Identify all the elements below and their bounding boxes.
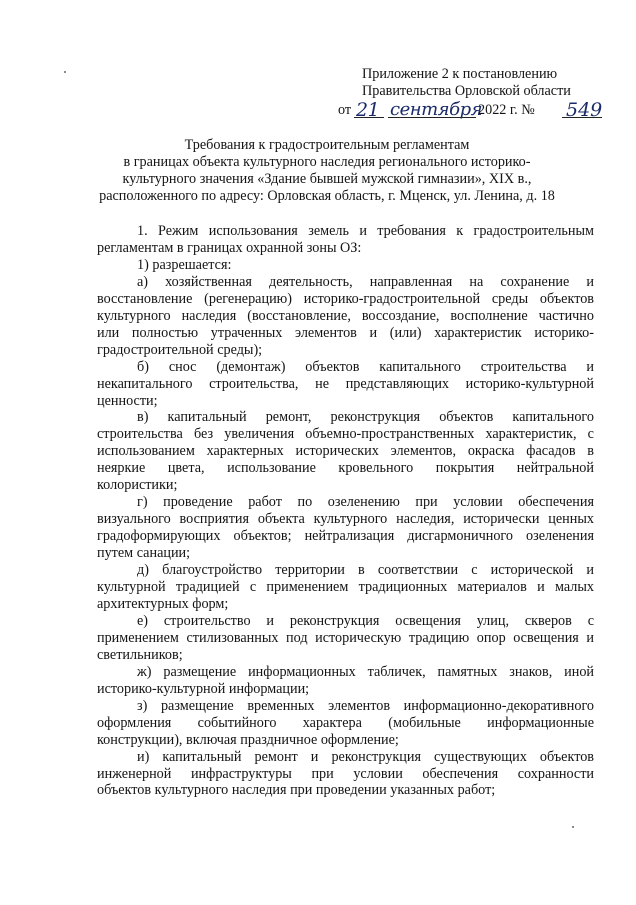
body-text-line: путем санации; <box>97 545 191 562</box>
body-text-line: в) капитальный ремонт, реконструкция объектов капитального <box>137 409 594 426</box>
title-line: расположенного по адресу: Орловская область, г. Мценск, ул. Ленина, д. 18 <box>99 187 555 204</box>
body-text-line: использованием характерных исторических элементов, окраска фасадов в <box>97 443 594 460</box>
handwritten-number: 549 <box>566 98 603 121</box>
body-text-line: неяркие цвета, использование кровельного покрытия нейтральной <box>97 460 594 477</box>
handwritten-day: 21 <box>356 98 380 121</box>
body-text-line: ценности; <box>97 392 158 409</box>
body-text-line: применением стилизованных под историческую традицию опор освещения и <box>97 629 594 646</box>
body-text-line: д) благоустройство территории в соответствии с исторической и <box>137 562 594 579</box>
body-text-line: светильников; <box>97 646 183 663</box>
scan-speck <box>64 71 66 73</box>
resolution-date-line <box>334 99 604 119</box>
title-line: культурного значения «Здание бывшей мужской гимназии», XIX в., <box>122 170 532 187</box>
body-text-line: архитектурных форм; <box>97 595 229 612</box>
body-text-line: а) хозяйственная деятельность, направленная на сохранение и <box>137 273 594 290</box>
body-text-line: культурного наследия (восстановление, воссоздание, восполнение частично <box>97 307 594 324</box>
body-text-line: е) строительство и реконструкция освещения улиц, скверов с <box>137 612 594 629</box>
date-prefix: от <box>338 101 352 118</box>
title-line: в границах объекта культурного наследия регионального историко- <box>123 153 531 170</box>
document-title <box>92 137 562 205</box>
body-text-line: оформления событийного характера (мобильные информационные <box>97 714 594 731</box>
body-text-line: 1. Режим использования земель и требования к градостроительным <box>137 223 594 239</box>
body-text-line: восстановление (регенерацию) историко-градостроительной среды объектов <box>97 290 594 307</box>
body-text-line: 1) разрешается: <box>137 256 232 273</box>
body-text-line: некапитального строительства, не представляющих историко-культурной <box>97 375 594 392</box>
body-text-line: градостроительной среды); <box>97 341 263 358</box>
body-text-line: и) капитальный ремонт и реконструкция существующих объектов <box>137 748 594 765</box>
body-text-line: визуального восприятия объекта культурного наследия, исторически ценных <box>97 511 594 528</box>
year-and-number-label: 2022 г. № <box>478 101 535 118</box>
body-text-line: объектов культурного наследия при проведении указанных работ; <box>97 782 496 799</box>
body-text-line: историко-культурной информации; <box>97 680 310 697</box>
body-text-line: градоформирующих объектов; нейтрализация дисгармоничного озеленения <box>97 528 594 545</box>
appendix-line-1: Приложение 2 к постановлению <box>362 66 558 82</box>
appendix-line-2: Правительства Орловской области <box>362 82 571 99</box>
body-text-line: инженерной инфраструктуры при условии обеспечения сохранности <box>97 765 594 782</box>
title-line: Требования к градостроительным регламентам <box>184 137 470 153</box>
body-text-line: или полностью утраченных элементов и (или) характеристик историко- <box>97 324 594 341</box>
body-text-line: колористики; <box>97 477 178 494</box>
appendix-header <box>334 66 604 119</box>
body-text-line: строительства без увеличения объемно-пространственных характеристик, с <box>97 426 594 443</box>
body-text-line: з) размещение временных элементов информационно-декоративного <box>137 697 594 714</box>
body-text-line: г) проведение работ по озеленению при условии обеспечения <box>137 494 594 511</box>
document-body <box>97 223 594 799</box>
scan-speck <box>572 826 574 828</box>
body-text-line: б) снос (демонтаж) объектов капитального строительства и <box>137 358 594 375</box>
body-text-line: регламентам в границах охранной зоны ОЗ: <box>97 239 362 256</box>
body-text-line: культурной традицией с применением традиционных материалов и малых <box>97 579 594 596</box>
body-text-line: конструкции), включая праздничное оформление; <box>97 731 399 748</box>
handwritten-month: сентября <box>390 98 483 120</box>
body-text-line: ж) размещение информационных табличек, памятных знаков, иной <box>137 663 594 680</box>
